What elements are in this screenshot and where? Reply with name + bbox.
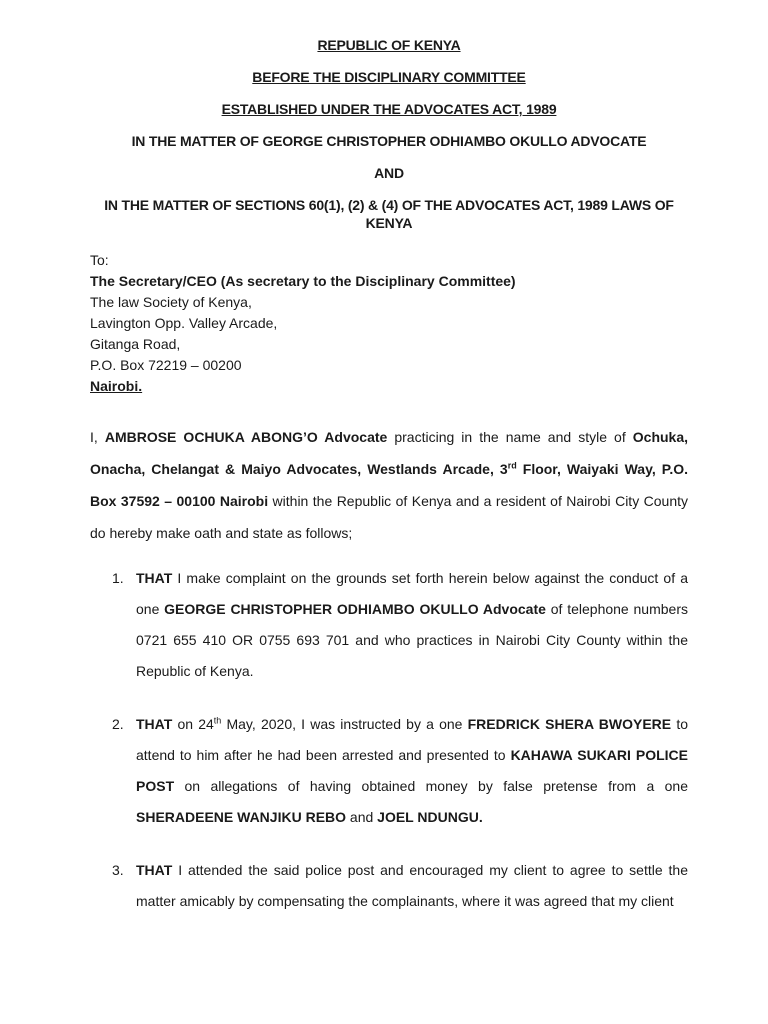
paragraph-text: to attend to him after he had been arrested and presented to xyxy=(136,716,688,763)
paragraph-2 xyxy=(90,709,688,833)
paragraph-text: on 24 xyxy=(172,716,214,732)
address-to: To: xyxy=(90,252,109,268)
paragraph-number: 1. xyxy=(112,570,124,586)
address-line-4: P.O. Box 72219 – 00200 xyxy=(90,357,242,373)
address-line-2: Lavington Opp. Valley Arcade, xyxy=(90,315,278,331)
police-post-name: KAHAWA SUKARI POLICE POST xyxy=(136,747,688,794)
heading-and: AND xyxy=(374,165,404,181)
that-keyword: THAT xyxy=(136,716,173,732)
address-line-1: The law Society of Kenya, xyxy=(90,294,252,310)
address-recipient: The Secretary/CEO (As secretary to the Disciplinary Committee) xyxy=(90,273,516,289)
firm-name: Ochuka, Onacha, Chelangat & Maiyo Advocates, Westlands Arcade, 3 xyxy=(90,429,689,477)
paragraph-text: May, 2020, I was instructed by a one xyxy=(221,716,468,732)
intro-text-3: within the Republic of Kenya and a resident of Nairobi City County do hereby make oath and state as follows; xyxy=(90,493,688,541)
client-name: FREDRICK SHERA BWOYERE xyxy=(467,716,672,732)
paragraph-text: I make complaint on the grounds set forth herein below against the conduct of a one xyxy=(136,570,688,617)
that-keyword: THAT xyxy=(136,862,173,878)
intro-paragraph xyxy=(90,421,688,549)
paragraph-number: 2. xyxy=(112,716,124,732)
address-block xyxy=(90,250,688,397)
paragraph-1 xyxy=(90,563,688,687)
heading-republic: REPUBLIC OF KENYA xyxy=(317,37,461,53)
paragraph-text: of telephone numbers 0721 655 410 OR 0755 693 701 and who practices in Nairobi City County within the Republic of Kenya. xyxy=(136,601,688,679)
respondent-name: GEORGE CHRISTOPHER ODHIAMBO OKULLO Advocate xyxy=(164,601,546,617)
heading-matter-advocate: IN THE MATTER OF GEORGE CHRISTOPHER ODHIAMBO OKULLO ADVOCATE xyxy=(131,133,647,149)
intro-text-2: practicing in the name and style of xyxy=(387,429,633,445)
paragraph-text: on allegations of having obtained money by false pretense from a one xyxy=(174,778,688,794)
paragraph-number: 3. xyxy=(112,862,124,878)
deponent-name: AMBROSE OCHUKA ABONG’O Advocate xyxy=(104,429,388,445)
numbered-paragraphs xyxy=(90,563,688,917)
heading-committee: BEFORE THE DISCIPLINARY COMMITTEE xyxy=(252,69,526,85)
paragraph-3 xyxy=(90,855,688,917)
address-city: Nairobi. xyxy=(90,378,143,394)
paragraph-text: I attended the said police post and encouraged my client to agree to settle the matter amicably by compensating the complainants, where it was agreed that my client xyxy=(136,862,688,909)
complainant-1: SHERADEENE WANJIKU REBO xyxy=(136,809,347,825)
firm-address: Floor, Waiyaki Way, P.O. Box 37592 – 00100 Nairobi xyxy=(90,461,688,509)
date-superscript: th xyxy=(213,715,222,726)
heading-matter-sections: IN THE MATTER OF SECTIONS 60(1), (2) & (4) OF THE ADVOCATES ACT, 1989 LAWS OF KENYA xyxy=(104,197,674,231)
floor-superscript: rd xyxy=(507,460,517,471)
that-keyword: THAT xyxy=(136,570,173,586)
intro-text-1: I, xyxy=(90,429,105,445)
address-line-3: Gitanga Road, xyxy=(90,336,181,352)
paragraph-text: and xyxy=(346,809,378,825)
heading-established: ESTABLISHED UNDER THE ADVOCATES ACT, 1989 xyxy=(221,101,557,117)
complainant-2: JOEL NDUNGU. xyxy=(377,809,483,825)
